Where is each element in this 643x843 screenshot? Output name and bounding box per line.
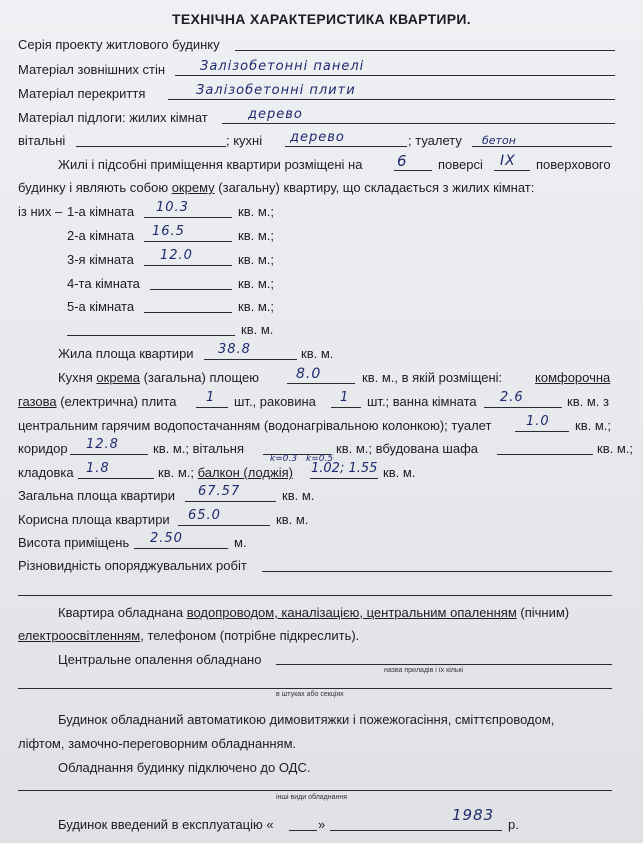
kitchen2-line: газова (електрична) плита <box>18 394 177 409</box>
hall-field[interactable] <box>76 146 226 147</box>
p1-text-c: поверхового <box>536 157 611 172</box>
floor-number-field[interactable] <box>394 170 432 171</box>
built-year: 1983 <box>452 806 495 824</box>
built-year-field[interactable] <box>330 830 502 831</box>
height-field[interactable] <box>134 548 228 549</box>
heating-caption-2: в штуках або секціях <box>276 691 344 698</box>
walls-field[interactable] <box>175 75 615 76</box>
room3-value: 12.0 <box>160 248 193 263</box>
sink-count: 1 <box>340 390 350 405</box>
auto-line-1: Будинок обладнаний автоматикою димовитяжки і пожежогасіння, сміттєпроводом, <box>58 712 555 727</box>
built-mid: » <box>318 817 326 832</box>
floor-number: 6 <box>397 152 408 170</box>
floor-value: дерево <box>248 107 303 122</box>
hall-label: вітальні <box>18 133 66 148</box>
auto-line-2: ліфтом, замочно-переговорним обладнанням. <box>18 736 297 751</box>
p1-text-b: поверсі <box>438 157 483 172</box>
height-value: 2.50 <box>150 531 183 546</box>
heating-field[interactable] <box>276 664 612 665</box>
corridor-label: коридор <box>18 441 68 456</box>
equip-line-1: Квартира обладнана водопроводом, каналізацією, центральним опаленням (пічним) <box>58 605 570 620</box>
room2-unit: кв. м.; <box>238 228 274 243</box>
room6-field[interactable] <box>67 335 235 336</box>
walls-label: Матеріал зовнішних стін <box>18 62 166 77</box>
useful-field[interactable] <box>178 525 270 526</box>
corridor-field[interactable] <box>70 454 148 455</box>
room5-label: 5-а кімната <box>67 299 135 314</box>
p1-text-a: Жилі і підсобні приміщення квартири розміщені на <box>58 157 363 172</box>
room1-value: 10.3 <box>156 200 189 215</box>
finish-field-2[interactable] <box>18 595 612 596</box>
floor-field[interactable] <box>222 123 615 124</box>
total-value: 67.57 <box>198 484 241 499</box>
built-end: р. <box>508 817 519 832</box>
room3-label: 3-я кімната <box>67 252 134 267</box>
heating-field-2[interactable] <box>18 688 612 689</box>
plate-count-field[interactable] <box>196 407 228 408</box>
room5-unit: кв. м.; <box>238 299 274 314</box>
kitchen-value: дерево <box>290 130 345 145</box>
corridor-a: кв. м.; вітальня <box>153 441 244 456</box>
kitchen-line-a: Кухня окрема (загальна) площею <box>58 370 260 385</box>
rooms-prefix: із них – <box>18 204 63 219</box>
heating-label: Центральне опалення обладнано <box>58 652 262 667</box>
kitchen-field[interactable] <box>285 146 407 147</box>
living-unit: кв. м. <box>301 346 334 361</box>
room2-value: 16.5 <box>152 224 185 239</box>
ods-caption: інші види обладнання <box>276 794 348 801</box>
corridor-c: кв. м.; <box>597 441 633 456</box>
ods-label: Обладнання будинку підключено до ОДС. <box>58 760 311 775</box>
height-unit: м. <box>234 535 247 550</box>
equip-line-2: електроосвітленням, телефоном (потрібне підкреслить). <box>18 628 360 643</box>
built-day-field[interactable] <box>289 830 317 831</box>
finish-label: Різновидність опоряджувальних робіт <box>18 558 247 573</box>
kitchen-label: ; кухні <box>226 133 263 148</box>
floors-total: IX <box>500 153 516 169</box>
built-label: Будинок введений в експлуатацію « <box>58 817 274 832</box>
kitchen-line-d: комфорочна <box>535 370 611 385</box>
room1-label: 1-а кімната <box>67 204 135 219</box>
ceiling-value: Залізобетонні плити <box>196 83 356 98</box>
walls-value: Залізобетонні панелі <box>200 59 365 74</box>
toilet-value: бетон <box>482 134 516 147</box>
total-field[interactable] <box>185 501 276 502</box>
room3-field[interactable] <box>144 265 232 266</box>
storage-a: кв. м.; балкон (лоджія) <box>158 465 293 480</box>
finish-field[interactable] <box>262 571 612 572</box>
toilet-label: ; туалету <box>408 133 462 148</box>
room1-unit: кв. м.; <box>238 204 274 219</box>
room1-field[interactable] <box>144 217 232 218</box>
total-label: Загальна площа квартири <box>18 488 176 503</box>
ceiling-field[interactable] <box>168 99 615 100</box>
room4-label: 4-та кімната <box>67 276 140 291</box>
balcony-value: 1.02; 1.55 <box>311 461 378 476</box>
living-field[interactable] <box>204 359 297 360</box>
storage-value: 1.8 <box>86 461 110 476</box>
useful-unit: кв. м. <box>276 512 309 527</box>
room5-field[interactable] <box>144 312 232 313</box>
series-label: Серія проекту житлового будинку <box>18 37 220 52</box>
ceiling-label: Матеріал перекриття <box>18 86 146 101</box>
room2-field[interactable] <box>144 241 232 242</box>
corridor-value: 12.8 <box>86 437 119 452</box>
living-label: Жила площа квартири <box>58 346 194 361</box>
room3-unit: кв. м.; <box>238 252 274 267</box>
series-field[interactable] <box>235 50 615 51</box>
room6-unit: кв. м. <box>241 322 274 337</box>
p1-text-d: будинку і являють собою окрему (загальну) квартиру, що складається з жилих кімнат: <box>18 180 535 195</box>
room4-field[interactable] <box>150 289 232 290</box>
kitchen3-b: кв. м.; <box>575 418 611 433</box>
kitchen-area-value: 8.0 <box>296 366 322 382</box>
storage-label: кладовка <box>18 465 74 480</box>
ods-field[interactable] <box>18 790 612 791</box>
heating-caption-1: назва приладів і їх кількі <box>384 667 464 674</box>
storage-b: кв. м. <box>383 465 416 480</box>
storage-field[interactable] <box>78 478 154 479</box>
floor-label: Матеріал підлоги: жилих кімнат <box>18 110 208 125</box>
corridor-b: кв. м.; вбудована шафа <box>336 441 478 456</box>
toilet-area: 1.0 <box>526 414 550 429</box>
balcony-note-2: k=0.5 <box>306 454 334 464</box>
wardrobe-field[interactable] <box>497 454 593 455</box>
balcony-field[interactable] <box>310 478 378 479</box>
kitchen2-c: шт.; ванна кімната <box>367 394 477 409</box>
useful-value: 65.0 <box>188 508 221 523</box>
kitchen-area-field[interactable] <box>287 383 355 384</box>
height-label: Висота приміщень <box>18 535 130 550</box>
room4-unit: кв. м.; <box>238 276 274 291</box>
plate-count: 1 <box>206 390 216 405</box>
balcony-note-1: k=0.3 <box>270 454 298 464</box>
kitchen3-a: центральним гарячим водопостачанням (водонагрівальною колонкою); туалет <box>18 418 492 433</box>
sink-count-field[interactable] <box>331 407 361 408</box>
kitchen-line-c: кв. м., в якій розміщені: <box>362 370 503 385</box>
living-value: 38.8 <box>218 342 251 357</box>
bath-area: 2.6 <box>500 390 524 405</box>
toilet-area-field[interactable] <box>515 431 569 432</box>
bath-area-field[interactable] <box>484 407 562 408</box>
kitchen2-d: кв. м. з <box>567 394 609 409</box>
total-unit: кв. м. <box>282 488 315 503</box>
useful-label: Корисна площа квартири <box>18 512 170 527</box>
floors-total-field[interactable] <box>494 170 530 171</box>
page-title: ТЕХНІЧНА ХАРАКТЕРИСТИКА КВАРТИРИ. <box>172 11 471 27</box>
room2-label: 2-а кімната <box>67 228 135 243</box>
kitchen2-b: шт., раковина <box>234 394 316 409</box>
